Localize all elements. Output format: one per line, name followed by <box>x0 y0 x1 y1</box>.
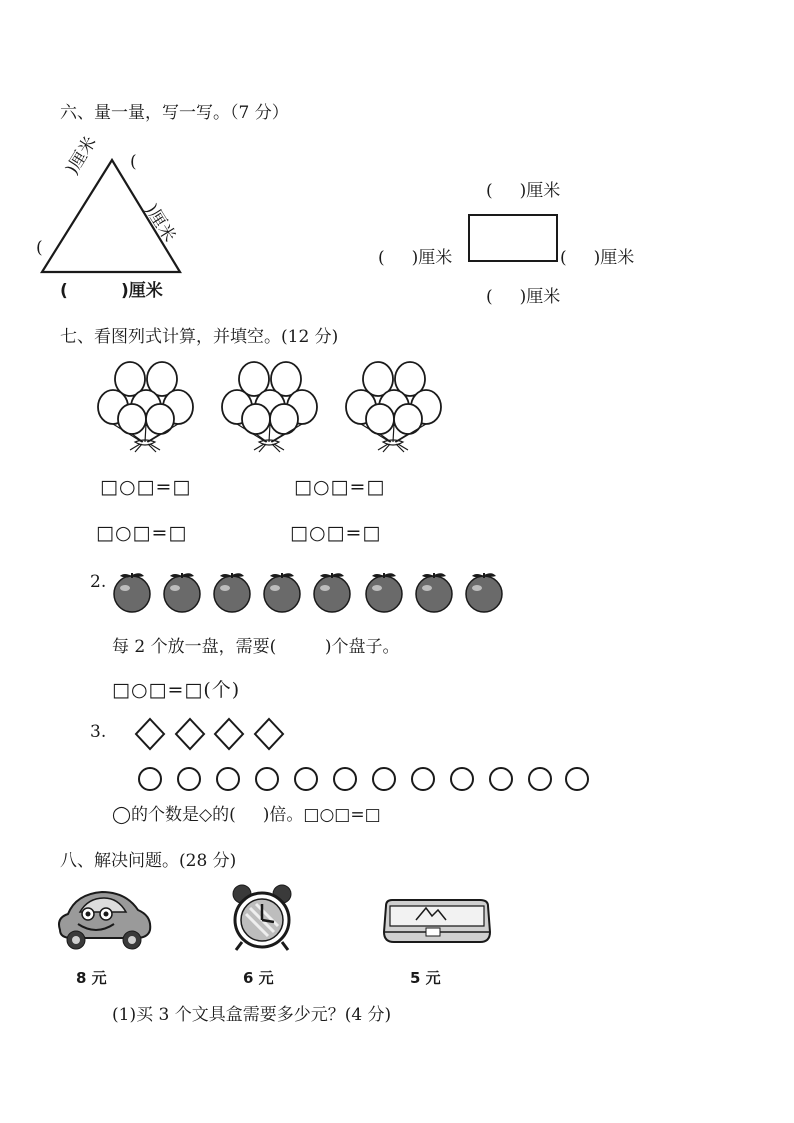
balloon-bunch-1 <box>98 362 193 452</box>
section-8-title: 八、解决问题。(28 分) <box>60 851 237 871</box>
section-7-title: 七、看图列式计算，并填空。(12 分) <box>60 327 339 347</box>
question-2-text: 每 2 个放一盘，需要( )个盘子。 <box>112 637 400 657</box>
circles-row <box>130 762 600 796</box>
rectangle-figure <box>468 214 558 262</box>
triangle-right-label: )厘米 <box>140 200 180 246</box>
triangle-bottom-label: ( )厘米 <box>60 281 163 301</box>
diamonds-row <box>130 714 300 754</box>
alarm-clock-price: 6 元 <box>243 969 274 987</box>
balloon-bunch-2 <box>222 362 317 452</box>
balloon-bunch-3 <box>346 362 441 452</box>
section-6-title: 六、量一量，写一写。（7 分） <box>60 103 289 123</box>
rect-left-label: ( )厘米 <box>378 248 453 268</box>
car-icon <box>52 884 156 950</box>
section-8-question-1: (1)买 3 个文具盒需要多少元？(4 分) <box>112 1005 392 1025</box>
triangle-top-paren: ( <box>130 152 137 172</box>
balloon-bunches <box>80 360 460 460</box>
triangle-left-paren: ( <box>36 238 43 258</box>
rect-top-label: ( )厘米 <box>486 181 561 201</box>
alarm-clock-icon <box>228 882 296 954</box>
question-3-text: ◯的个数是◇的( )倍。□○□=□ <box>112 805 381 825</box>
pencil-box-price: 5 元 <box>410 969 441 987</box>
question-2-number: 2. <box>90 572 107 592</box>
pencil-box-icon <box>380 896 494 950</box>
question-3-number: 3. <box>90 722 107 742</box>
equation-row2-b: □○□=□ <box>290 522 382 544</box>
triangle-left-label: )厘米 <box>62 133 101 179</box>
equation-row1-a: □○□=□ <box>100 476 192 498</box>
rect-bottom-label: ( )厘米 <box>486 287 561 307</box>
equation-row1-b: □○□=□ <box>294 476 386 498</box>
car-price: 8 元 <box>76 969 107 987</box>
apples-row <box>110 570 510 614</box>
question-2-equation: □○□=□(个) <box>112 679 241 701</box>
equation-row2-a: □○□=□ <box>96 522 188 544</box>
rect-right-label: ( )厘米 <box>560 248 635 268</box>
